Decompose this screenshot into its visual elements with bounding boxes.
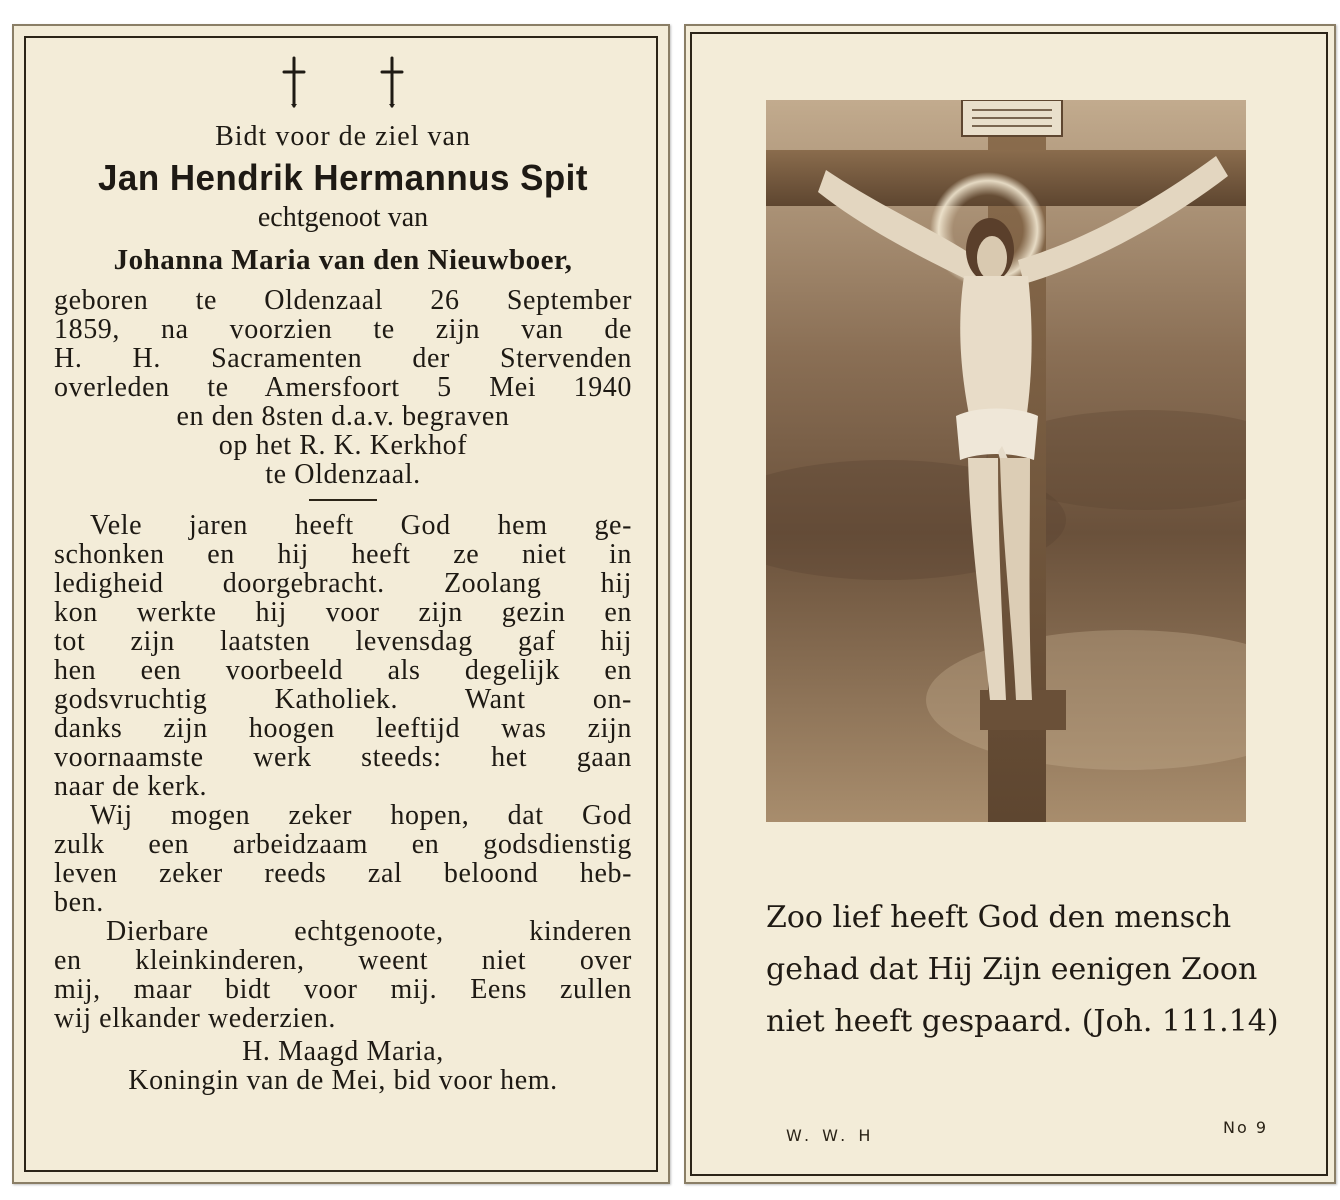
text-line: 1859, na voorzien te zijn van de (54, 314, 632, 345)
crucifix-image (766, 100, 1246, 822)
text-line: te Oldenzaal. (265, 459, 421, 490)
text-line: op het R. K. Kerkhof (218, 430, 468, 461)
text-line: overleden te Amersfoort 5 Mei 1940 (54, 372, 632, 403)
text-line: leven zeker reeds zal beloond heb- (54, 858, 632, 889)
text-line: geboren te Oldenzaal 26 September (54, 285, 632, 316)
text-line: en den 8sten d.a.v. begraven (176, 401, 510, 432)
text-line: Koningin van de Mei, bid voor hem. (128, 1065, 558, 1096)
deceased-name: Jan Hendrik Hermannus Spit (98, 157, 588, 198)
text-line: godsvruchtig Katholiek. Want on- (54, 684, 632, 715)
text-line: danks zijn hoogen leeftijd was zijn (54, 713, 632, 744)
card-number: No 9 (1222, 1118, 1268, 1137)
text-line: Vele jaren heeft God hem ge- (90, 510, 632, 541)
closing-prayer (54, 1037, 632, 1095)
opening-line: Bidt voor de ziel van (215, 121, 471, 152)
verse-line: niet heeft gespaard. (Joh. 111.14) (766, 1004, 1279, 1039)
text-line: hen een voorbeeld als degelijk en (54, 655, 632, 686)
spouse-name: Johanna Maria van den Nieuwboer, (113, 244, 573, 276)
memorial-text (54, 56, 632, 1095)
scripture-verse (766, 892, 1286, 1048)
crosses (54, 56, 632, 116)
spouse-label: echtgenoot van (257, 202, 429, 233)
cross-icon (282, 56, 306, 112)
text-line: Dierbare echtgenoote, kinderen (106, 916, 632, 947)
cross-icon (380, 56, 404, 112)
paragraph-2 (54, 801, 632, 917)
text-line: Wij mogen zeker hopen, dat God (90, 800, 632, 831)
text-line: ledigheid doorgebracht. Zoolang hij (54, 568, 632, 599)
text-line: voornaamste werk steeds: het gaan (54, 742, 632, 773)
paragraph-3 (54, 917, 632, 1033)
crucifix-icon (766, 100, 1246, 822)
text-line: wij elkander wederzien. (54, 1003, 337, 1034)
verse-line: Zoo lief heeft God den mensch (766, 900, 1232, 935)
text-line: zulk een arbeidzaam en godsdienstig (54, 829, 632, 860)
text-line: ben. (54, 887, 104, 918)
text-line: H. Maagd Maria, (242, 1036, 444, 1067)
text-line: kon werkte hij voor zijn gezin en (54, 597, 632, 628)
text-line: mij, maar bidt voor mij. Eens zullen (54, 974, 632, 1005)
text-line: schonken en hij heeft ze niet in (54, 539, 632, 570)
paragraph-1 (54, 511, 632, 801)
text-line: tot zijn laatsten levensdag gaf hij (54, 626, 632, 657)
memorial-text-card (12, 24, 670, 1184)
publisher-imprint: W. W. H (786, 1126, 875, 1145)
verse-line: gehad dat Hij Zijn eenigen Zoon (766, 952, 1258, 987)
text-line: H. H. Sacramenten der Stervenden (54, 343, 632, 374)
text-line: en kleinkinderen, weent niet over (54, 945, 632, 976)
text-line: naar de kerk. (54, 771, 208, 802)
biography (54, 286, 632, 489)
divider (309, 499, 377, 501)
devotional-image-card (684, 24, 1336, 1184)
